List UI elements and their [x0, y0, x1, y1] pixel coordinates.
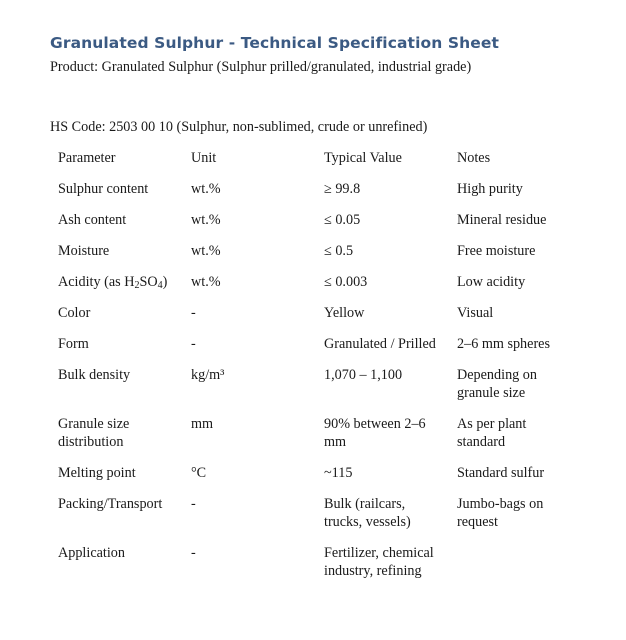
acidity-label-suffix: ): [162, 274, 168, 290]
table-row: [48, 360, 577, 409]
product-line: Product: Granulated Sulphur (Sulphur prilled/granulated, industrial grade): [50, 59, 472, 75]
cell-value: Yellow: [324, 305, 365, 321]
cell-parameter: Bulk density: [58, 367, 131, 383]
cell-notes: [447, 538, 577, 587]
cell-notes: Mineral residue: [457, 212, 547, 228]
table-row: [48, 409, 577, 458]
cell-unit: °C: [191, 465, 207, 481]
cell-unit: wt.%: [191, 181, 221, 197]
table-row: [48, 267, 577, 298]
cell-notes: Standard sulfur: [457, 465, 545, 481]
cell-parameter: Ash content: [58, 212, 127, 228]
cell-notes: As per plant standard: [457, 416, 527, 450]
table-row: [48, 489, 577, 538]
table-row: [48, 458, 577, 489]
cell-unit: wt.%: [191, 212, 221, 228]
cell-parameter: Form: [58, 336, 89, 352]
spec-table: [48, 143, 577, 587]
cell-unit: wt.%: [191, 243, 221, 259]
table-row: [48, 298, 577, 329]
cell-unit: wt.%: [191, 274, 221, 290]
acidity-label-mid: SO: [139, 274, 158, 290]
table-row: [48, 205, 577, 236]
cell-notes: Low acidity: [457, 274, 526, 290]
cell-value: Granulated / Prilled: [324, 336, 436, 352]
cell-value: Bulk (railcars, trucks, vessels): [324, 496, 411, 530]
cell-unit: -: [191, 305, 196, 321]
column-header-typical-value: Typical Value: [324, 150, 402, 166]
cell-notes: 2–6 mm spheres: [457, 336, 550, 352]
table-row: [48, 329, 577, 360]
cell-parameter: Melting point: [58, 465, 136, 481]
cell-value: ≤ 0.5: [324, 243, 354, 259]
cell-parameter: Color: [58, 305, 91, 321]
table-row: [48, 236, 577, 267]
cell-notes: Visual: [457, 305, 494, 321]
table-row: [48, 538, 577, 587]
acidity-label-prefix: Acidity (as H: [58, 274, 135, 290]
table-row: [48, 174, 577, 205]
column-header-parameter: Parameter: [58, 150, 116, 166]
cell-value: ~115: [324, 465, 353, 481]
cell-unit: mm: [191, 416, 214, 432]
cell-value: ≤ 0.003: [324, 274, 368, 290]
cell-unit: -: [191, 336, 196, 352]
cell-parameter: [48, 267, 181, 298]
table-header-row: [48, 143, 577, 174]
cell-unit: kg/m³: [191, 367, 225, 383]
cell-parameter: Sulphur content: [58, 181, 149, 197]
cell-value: 90% between 2–6 mm: [324, 416, 426, 450]
cell-parameter: Packing/Transport: [58, 496, 163, 512]
cell-unit: -: [191, 545, 196, 561]
cell-notes: Depending on granule size: [457, 367, 537, 401]
cell-value: ≤ 0.05: [324, 212, 361, 228]
cell-notes: High purity: [457, 181, 523, 197]
cell-parameter: Granule size distribution: [58, 416, 130, 450]
cell-value: ≥ 99.8: [324, 181, 361, 197]
page-title: Granulated Sulphur - Technical Specification Sheet: [50, 34, 499, 52]
cell-value: Fertilizer, chemical industry, refining: [324, 545, 434, 579]
cell-parameter: Application: [58, 545, 125, 561]
cell-unit: -: [191, 496, 196, 512]
cell-parameter: Moisture: [58, 243, 110, 259]
cell-notes: Free moisture: [457, 243, 536, 259]
hs-code-line: HS Code: 2503 00 10 (Sulphur, non-sublimed, crude or unrefined): [50, 119, 428, 135]
cell-value: 1,070 – 1,100: [324, 367, 403, 383]
column-header-notes: Notes: [457, 150, 491, 166]
acidity-label-sub-4: 4: [157, 280, 163, 291]
column-header-unit: Unit: [191, 150, 217, 166]
acidity-label-sub-2: 2: [134, 280, 140, 291]
cell-notes: Jumbo-bags on request: [457, 496, 544, 530]
